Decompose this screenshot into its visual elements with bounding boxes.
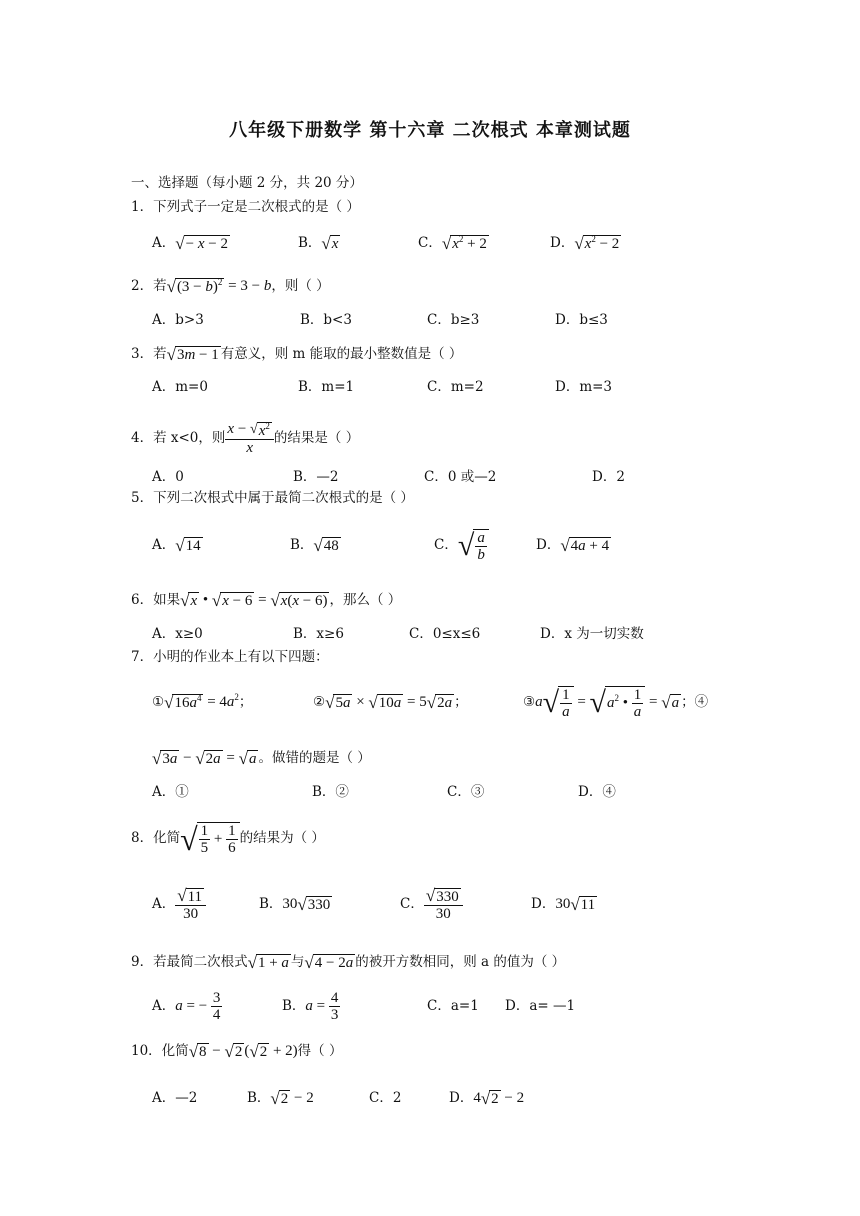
q2-option-a: A．b>3 [152,312,204,328]
q10-option-b: B．√2 − 2 [247,1088,314,1108]
q7-item-2: ②√5a × √10a = 5√2a ； [313,692,468,712]
q6-option-d: D．x 为一切实数 [540,626,644,642]
q3-option-b: B．m=1 [298,379,355,395]
q5-option-c: C．√ $\frac{a}{b}$ [434,523,489,568]
q7-option-c: C．③ [447,784,485,800]
q8-option-d: D．30√11 [531,894,596,914]
q7-option-d: D．④ [578,784,616,800]
q5-option-b: B．√48 [290,535,339,555]
q1-option-d: D．$√x^2 - 2$ [550,233,620,253]
section-heading: 一、选择题（每小题 2 分，共 20 分） [131,175,363,191]
q10-option-a: A．—2 [152,1090,198,1106]
question-7-stem: 7．小明的作业本上有以下四题： [131,649,329,665]
q6-option-b: B．x≥6 [293,626,344,642]
q2-option-b: B．b<3 [300,312,352,328]
question-3-stem: 3．若√3m − 1 有意义，则 m 能取的最小整数值是（ ） [131,344,463,364]
question-9-stem: 9．若最简二次根式√1 + a 与√4 − 2a 的被开方数相同，则 a 的值为（ ） [131,952,566,972]
q3-option-a: A．m=0 [152,379,208,395]
question-1-stem: 1．下列式子一定是二次根式的是（ ） [131,199,360,215]
q4-option-d: D．2 [592,469,625,485]
q9-option-a: A．a = − $\frac{3}{4}$ [152,990,221,1024]
q2-option-d: D．b≤3 [555,312,608,328]
q5-option-d: D．√4a + 4 [536,535,610,555]
q6-option-c: C．0≤x≤6 [409,626,481,642]
question-5-stem: 5．下列二次根式中属于最简二次根式的是（ ） [131,490,414,506]
q1-option-b: B．√x [298,233,339,253]
q7-option-b: B．② [312,784,349,800]
q3-option-c: C．m=2 [427,379,484,395]
q2-option-c: C．b≥3 [427,312,480,328]
q7-item-1: $①√16a^4 = 4a^2$； [152,692,253,712]
question-6-stem: 6．如果√x • √x − 6 = √x(x − 6) ，那么（ ） [131,590,402,610]
q9-option-d: D．a= —1 [505,998,576,1014]
q7-item-4: √3a − √2a = √a 。做错的题是（ ） [152,748,371,768]
q10-option-c: C．2 [369,1090,402,1106]
q4-option-b: B．—2 [293,469,339,485]
q5-option-a: A．√14 [152,535,201,555]
q9-option-b: B．a = $\frac{4}{3}$ [282,990,339,1024]
q9-option-c: C．a=1 [427,998,479,1014]
q10-option-d: D．4√2 − 2 [449,1088,525,1108]
question-8-stem: 8．化简√ $\frac{1}{5}$ + $\frac{1}{6}$ 的结果为（ ） [131,820,325,857]
q6-option-a: A．x≥0 [152,626,203,642]
q7-item-3: ③a√ $\frac{1}{a}$ = $√a^2$ • $\frac{1}{a}$ = √a ；④ [523,685,709,720]
q8-option-a: A． $\frac{√11}{30}$ [152,882,206,926]
question-4-stem: 4．若 x<0，则 $\frac{x - √x^2}{x}$ 的结果是（ ） [131,420,360,456]
q8-option-b: B．30√330 [259,894,331,914]
q3-option-d: D．m=3 [555,379,613,395]
q7-option-a: A．① [152,784,189,800]
q4-option-c: C．0 或—2 [424,469,497,485]
page-title: 八年级下册数学 第十六章 二次根式 本章测试题 [229,120,631,141]
q8-option-c: C． $\frac{√330}{30}$ [400,882,463,926]
q1-option-a: A．√− x − 2 [152,233,228,253]
q1-option-c: C．$√x^2 + 2$ [418,233,487,253]
question-2-stem: 2．若$√(3 - b)^2 = 3 - b$，则（ ） [131,276,330,296]
question-10-stem: 10．化简√8 − √2 (√2 + 2)得（ ） [131,1041,343,1061]
q4-option-a: A．0 [152,469,184,485]
